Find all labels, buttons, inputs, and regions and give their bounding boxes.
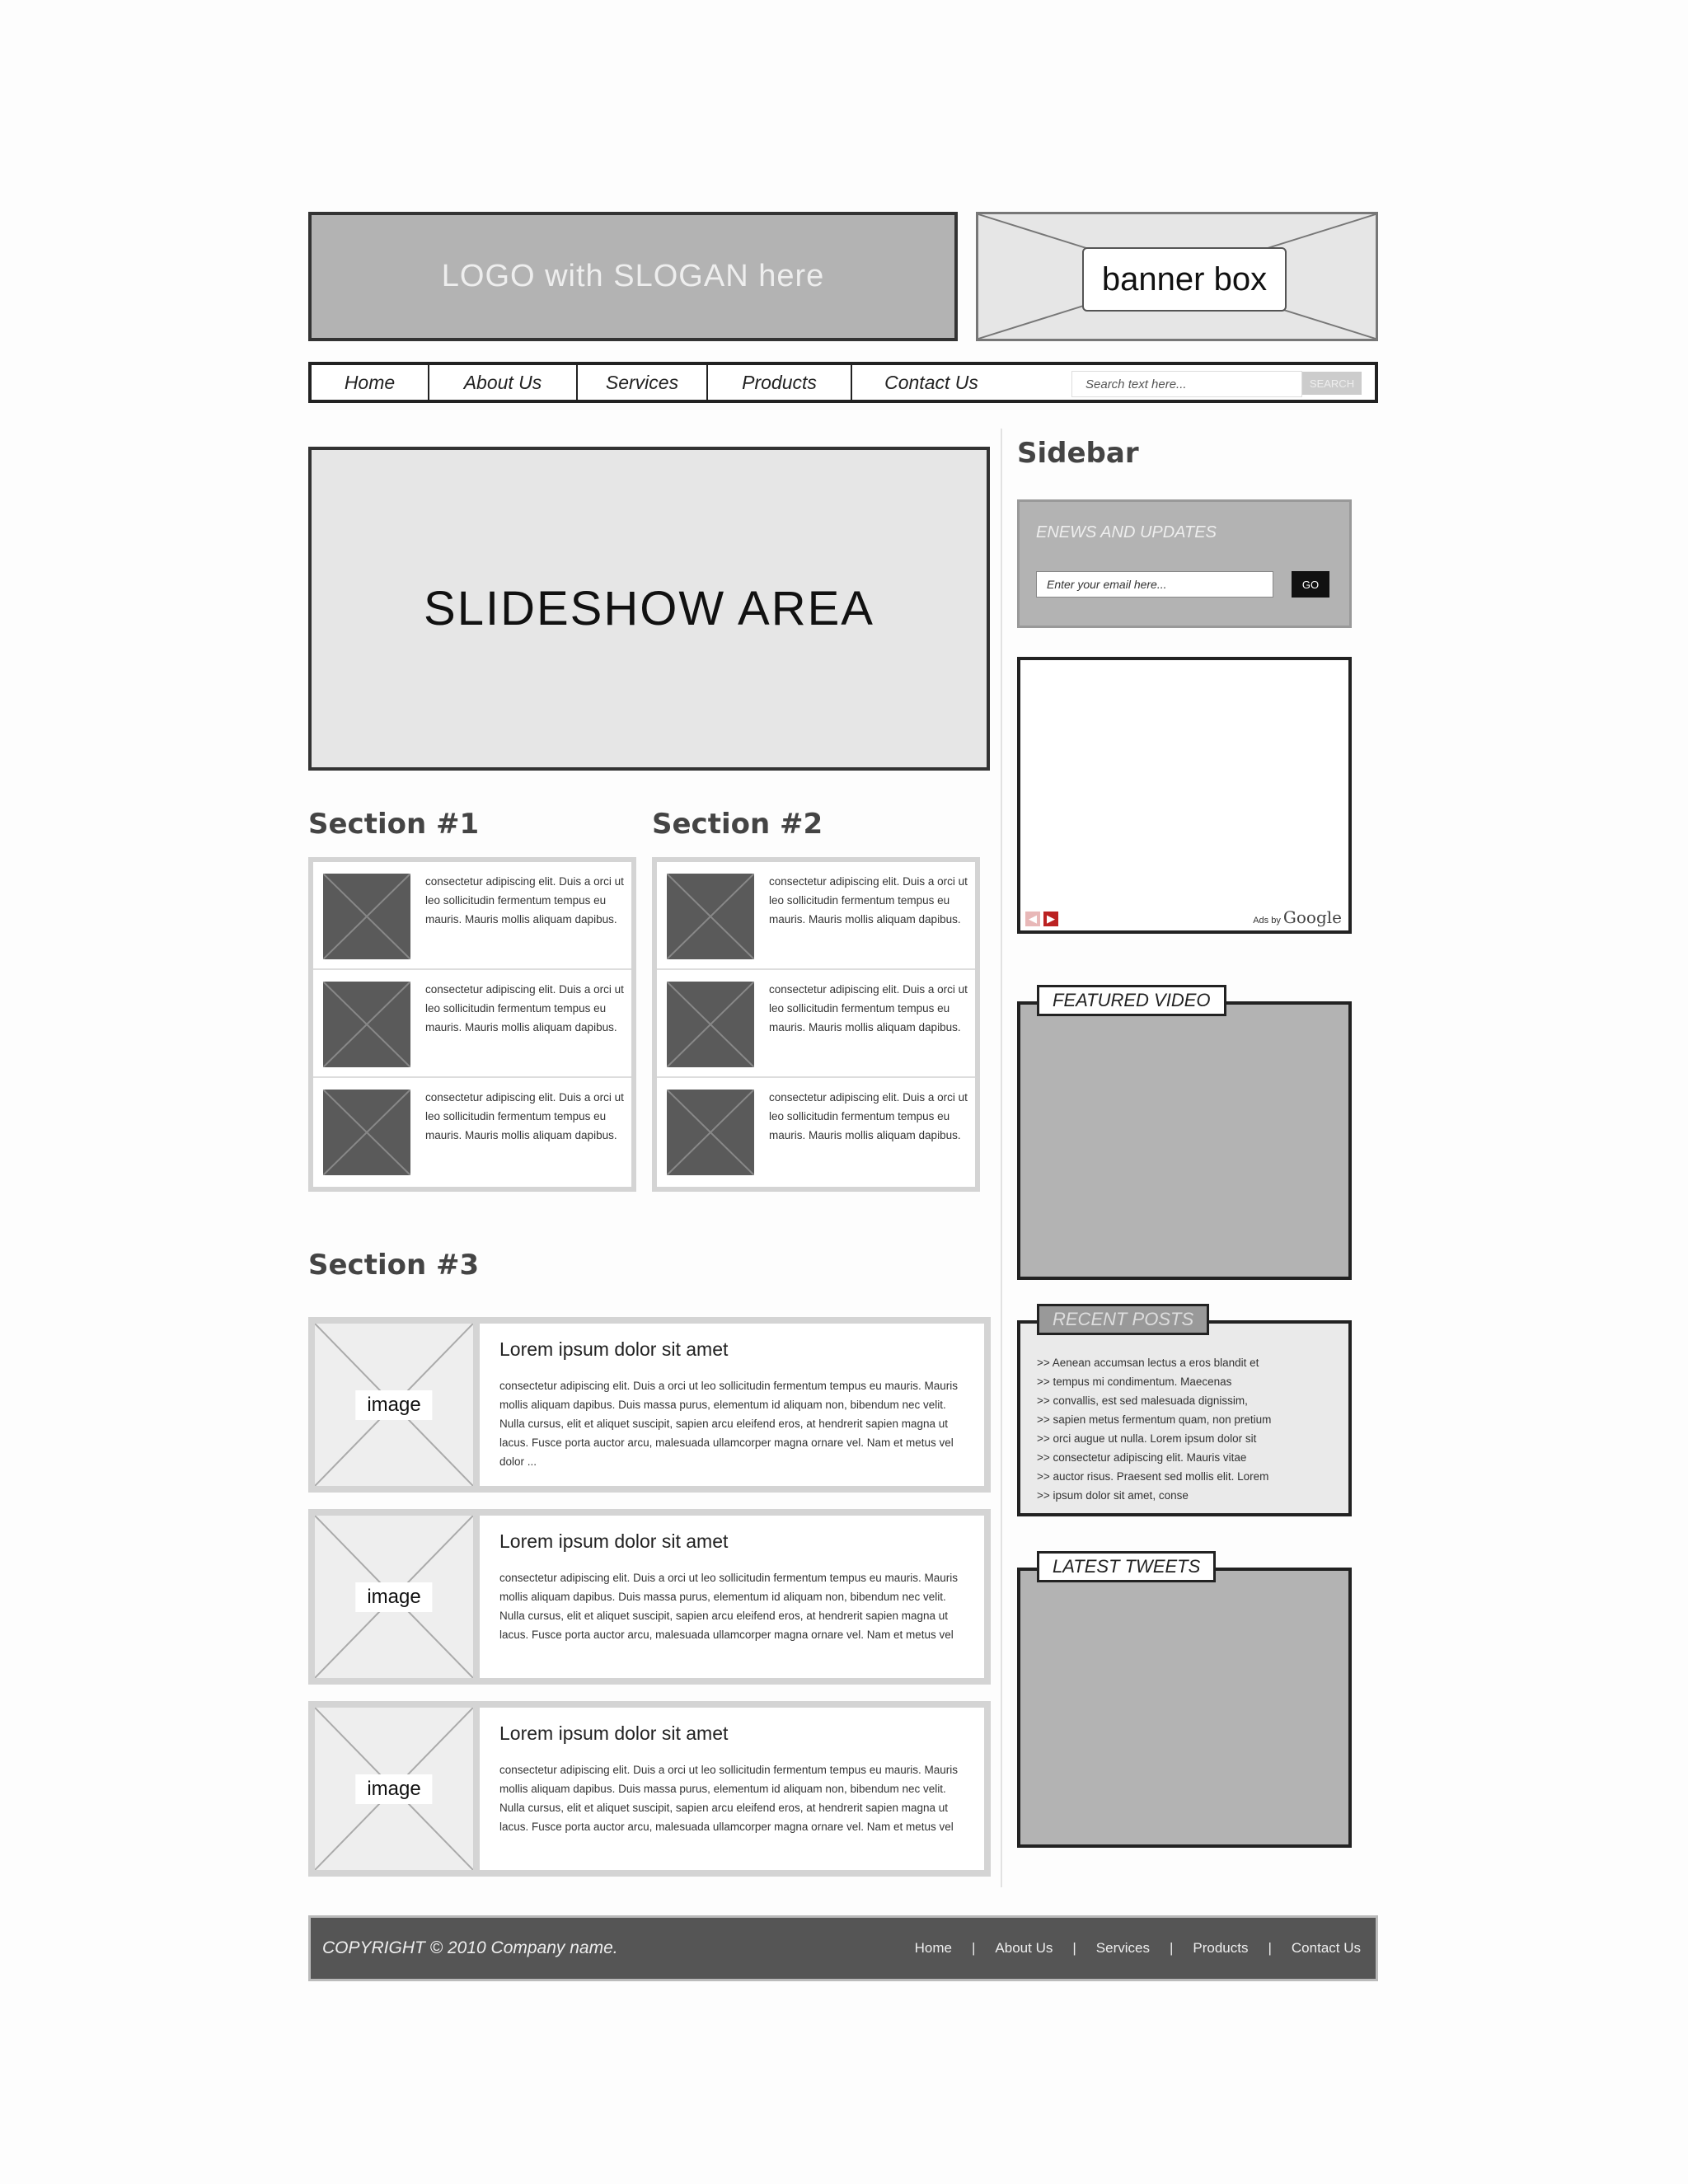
- nav-products[interactable]: Products: [708, 365, 852, 400]
- ad-nav: [1025, 912, 1058, 926]
- list-item[interactable]: >> sapien metus fermentum quam, non pretium: [1037, 1413, 1272, 1426]
- article-image[interactable]: [315, 1708, 480, 1870]
- article-text: consectetur adipiscing elit. Duis a orci ut leo sollicitudin fermentum tempus eu mauris. Mauris mollis aliquam dapibus. Duis massa purus, elementum id aliquam non, bibendum nec velit. Nulla cursus, elit et aliquet suscipit, sapien arcu eleifend eros, at hendrerit sapien magna ut lacus. Fusce porta auctor arcu, malesuada ullamcorper magna ornare vel. Nam et metus vel: [499, 1764, 958, 1833]
- article-card[interactable]: [308, 1701, 991, 1877]
- article-title[interactable]: Lorem ipsum dolor sit amet: [499, 1338, 729, 1360]
- separator: |: [1072, 1940, 1076, 1956]
- list-item[interactable]: [313, 970, 631, 1078]
- list-item[interactable]: [657, 862, 975, 970]
- sidebar-title: Sidebar: [1017, 437, 1139, 470]
- prev-arrow-icon[interactable]: ◀: [1025, 912, 1040, 926]
- separator: |: [1268, 1940, 1272, 1956]
- footer-link-contact-us[interactable]: Contact Us: [1291, 1940, 1361, 1956]
- image-placeholder-icon: [323, 1090, 410, 1175]
- nav-services[interactable]: Services: [578, 365, 708, 400]
- image-placeholder-icon: [667, 982, 754, 1067]
- search-button[interactable]: SEARCH: [1302, 372, 1362, 395]
- recent-posts-widget: [1017, 1309, 1352, 1516]
- search-input[interactable]: Search text here...: [1071, 371, 1302, 397]
- image-label: image: [355, 1390, 432, 1420]
- image-label: image: [355, 1582, 432, 1612]
- featured-video-tab: FEATURED VIDEO: [1037, 985, 1226, 1016]
- article-text: consectetur adipiscing elit. Duis a orci ut leo sollicitudin fermentum tempus eu mauris. Mauris mollis aliquam dapibus. Duis massa purus, elementum id aliquam non, bibendum nec velit. Nulla cursus, elit et aliquet suscipit, sapien arcu eleifend eros, at hendrerit sapien magna ut lacus. Fusce porta auctor arcu, malesuada ullamcorper magna ornare vel. Nam et metus vel dolor ...: [499, 1380, 958, 1468]
- separator: |: [972, 1940, 976, 1956]
- section-2-title: Section #2: [652, 808, 823, 841]
- footer-link-services[interactable]: Services: [1095, 1940, 1150, 1956]
- thumbnail[interactable]: [323, 1090, 410, 1175]
- thumbnail[interactable]: [323, 874, 410, 959]
- article-card[interactable]: [308, 1317, 991, 1493]
- article-image[interactable]: [315, 1324, 480, 1486]
- article-image[interactable]: [315, 1516, 480, 1678]
- article-text: consectetur adipiscing elit. Duis a orci ut leo sollicitudin fermentum tempus eu mauris. Mauris mollis aliquam dapibus. Duis massa purus, elementum id aliquam non, bibendum nec velit. Nulla cursus, elit et aliquet suscipit, sapien arcu eleifend eros, at hendrerit sapien magna ut lacus. Fusce porta auctor arcu, malesuada ullamcorper magna ornare vel. Nam et metus vel: [499, 1572, 958, 1641]
- image-placeholder-icon: [323, 982, 410, 1067]
- list-item[interactable]: >> tempus mi condimentum. Maecenas: [1037, 1376, 1232, 1388]
- recent-posts-list: [1037, 1353, 1343, 1505]
- recent-posts-tab: RECENT POSTS: [1037, 1304, 1209, 1335]
- item-text: consectetur adipiscing elit. Duis a orci ut leo sollicitudin fermentum tempus eu mauris. Mauris mollis aliquam dapibus.: [769, 875, 968, 926]
- image-placeholder-icon: [667, 874, 754, 959]
- thumbnail[interactable]: [667, 982, 754, 1067]
- item-text: consectetur adipiscing elit. Duis a orci ut leo sollicitudin fermentum tempus eu mauris. Mauris mollis aliquam dapibus.: [769, 983, 968, 1033]
- copyright-text: COPYRIGHT © 2010 Company name.: [322, 1938, 618, 1957]
- list-item[interactable]: >> auctor risus. Praesent sed mollis elit. Lorem: [1037, 1470, 1269, 1483]
- nav-contact-us[interactable]: Contact Us: [884, 371, 978, 393]
- logo-text: LOGO with SLOGAN here: [441, 259, 825, 293]
- item-text: consectetur adipiscing elit. Duis a orci ut leo sollicitudin fermentum tempus eu mauris. Mauris mollis aliquam dapibus.: [425, 1091, 624, 1141]
- article-title[interactable]: Lorem ipsum dolor sit amet: [499, 1722, 729, 1744]
- logo[interactable]: [308, 212, 958, 341]
- ad-box[interactable]: [1017, 657, 1352, 934]
- go-button[interactable]: GO: [1292, 571, 1329, 598]
- nav-about-us[interactable]: About Us: [429, 365, 578, 400]
- separator: |: [1169, 1940, 1174, 1956]
- latest-tweets-tab: LATEST TWEETS: [1037, 1551, 1216, 1582]
- footer-nav: [915, 1918, 1361, 1979]
- main-nav: [308, 362, 1378, 403]
- image-label: image: [355, 1774, 432, 1804]
- image-placeholder-icon: [323, 874, 410, 959]
- footer-link-products[interactable]: Products: [1193, 1940, 1249, 1956]
- latest-tweets-widget[interactable]: [1017, 1556, 1352, 1848]
- sidebar-divider: [1001, 429, 1002, 1887]
- list-item[interactable]: >> consectetur adipiscing elit. Mauris vitae: [1037, 1451, 1247, 1464]
- banner-box[interactable]: [976, 212, 1378, 341]
- list-item[interactable]: >> Aenean accumsan lectus a eros blandit et: [1037, 1357, 1259, 1369]
- list-item[interactable]: [313, 862, 631, 970]
- slideshow-area[interactable]: [308, 447, 990, 771]
- banner-label: banner box: [1082, 247, 1287, 312]
- list-item[interactable]: [657, 1078, 975, 1186]
- thumbnail[interactable]: [667, 874, 754, 959]
- section-2-box: [652, 857, 980, 1192]
- list-item[interactable]: [313, 1078, 631, 1186]
- footer-link-home[interactable]: Home: [914, 1940, 952, 1956]
- list-item[interactable]: >> orci augue ut nulla. Lorem ipsum dolor sit: [1037, 1432, 1257, 1445]
- enews-title: ENEWS AND UPDATES: [1036, 523, 1217, 541]
- email-field[interactable]: Enter your email here...: [1036, 571, 1273, 598]
- section-1-box: [308, 857, 636, 1192]
- section-3-title: Section #3: [308, 1249, 480, 1282]
- section-1-title: Section #1: [308, 808, 480, 841]
- slideshow-label: SLIDESHOW AREA: [424, 582, 874, 635]
- list-item[interactable]: >> ipsum dolor sit amet, conse: [1037, 1489, 1189, 1502]
- featured-video-widget[interactable]: [1017, 990, 1352, 1280]
- item-text: consectetur adipiscing elit. Duis a orci ut leo sollicitudin fermentum tempus eu mauris. Mauris mollis aliquam dapibus.: [425, 983, 624, 1033]
- footer: [308, 1915, 1378, 1981]
- ads-by-google[interactable]: Ads by Google: [1253, 907, 1342, 927]
- list-item[interactable]: >> convallis, est sed malesuada dignissim,: [1037, 1394, 1248, 1407]
- image-placeholder-icon: [667, 1090, 754, 1175]
- thumbnail[interactable]: [667, 1090, 754, 1175]
- item-text: consectetur adipiscing elit. Duis a orci ut leo sollicitudin fermentum tempus eu mauris. Mauris mollis aliquam dapibus.: [769, 1091, 968, 1141]
- article-card[interactable]: [308, 1509, 991, 1685]
- footer-link-about-us[interactable]: About Us: [995, 1940, 1053, 1956]
- item-text: consectetur adipiscing elit. Duis a orci ut leo sollicitudin fermentum tempus eu mauris. Mauris mollis aliquam dapibus.: [425, 875, 624, 926]
- nav-home[interactable]: Home: [312, 365, 429, 400]
- article-title[interactable]: Lorem ipsum dolor sit amet: [499, 1530, 729, 1552]
- thumbnail[interactable]: [323, 982, 410, 1067]
- enews-widget: [1017, 499, 1352, 628]
- list-item[interactable]: [657, 970, 975, 1078]
- next-arrow-icon[interactable]: ▶: [1043, 912, 1058, 926]
